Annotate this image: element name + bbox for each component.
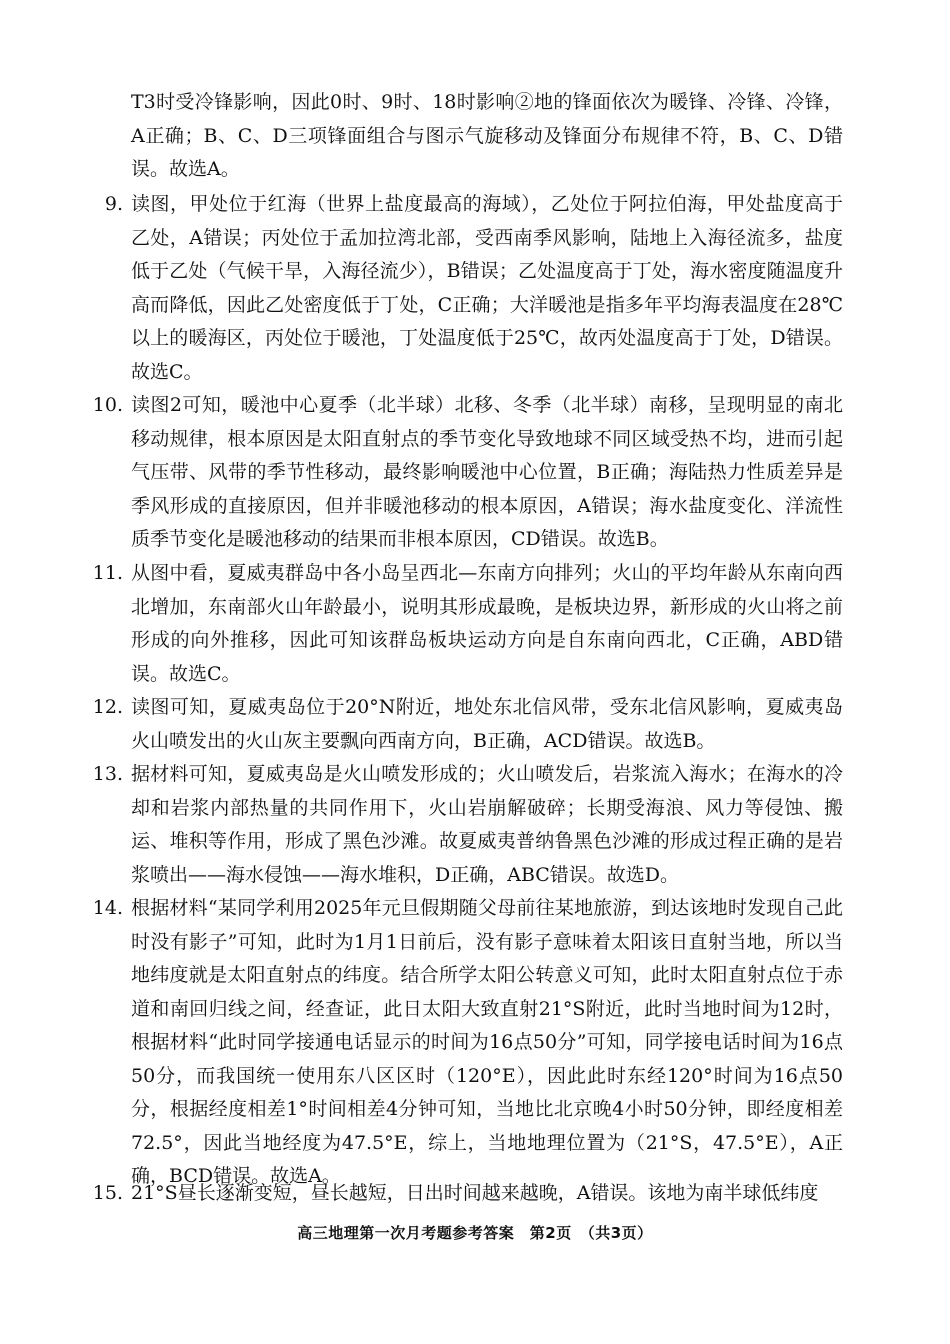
item-text: 读图可知，夏威夷岛位于20°N附近，地处东北信风带，受东北信风影响，夏威夷岛火山喷发出的火山灰主要飘向西南方向，B正确，ACD错误。故选B。 — [131, 696, 843, 752]
item-text: 读图2可知，暖池中心夏季（北半球）北移、冬季（北半球）南移，呈现明显的南北移动规律，根本原因是太阳直射点的季节变化导致地球不同区域受热不均，进而引起气压带、风带的季节性移动，最终影响暖池中心位置，B正确；海陆热力性质差异是季风形成的直接原因，但并非暖池移动的根本原因，A错误；海水盐度变化、洋流性质季节变化是暖池移动的结果而非根本原因，CD错误。故选B。 — [131, 394, 843, 550]
answer-item-10 — [92, 389, 843, 557]
item-text: 读图，甲处位于红海（世界上盐度最高的海域），乙处位于阿拉伯海，甲处盐度高于乙处，A错误；丙处位于孟加拉湾北部，受西南季风影响，陆地上入海径流多，盐度低于乙处（气候干旱，入海径流少），B错误；乙处温度高于丁处，海水密度随温度升高而降低，因此乙处密度低于丁处，C正确；大洋暖池是指多年平均海表温度在28℃以上的暖海区，丙处位于暖池，丁处温度低于25℃，故丙处温度高于丁处，D错误。故选C。 — [131, 193, 843, 383]
item-number: 15. — [92, 1182, 123, 1204]
item-number: 9. — [104, 193, 123, 215]
answer-item-13 — [92, 758, 843, 892]
item-text: 根据材料“某同学利用2025年元旦假期随父母前往某地旅游，到达该地时发现自己此时没有影子”可知，此时为1月1日前后，没有影子意味着太阳该日直射当地，所以当地纬度就是太阳直射点的纬度。结合所学太阳公转意义可知，此时太阳直射点位于赤道和南回归线之间，经查证，此日太阳大致直射21°S附近，此时当地时间为12时，根据材料“此时同学接通电话显示的时间为16点50分”可知，同学接电话时间为16点50分，而我国统一使用东八区区时（120°E），因此此时东经120°时间为16点50分，根据经度相差1°时间相差4分钟可知，当地比北京晚4小时50分钟，即经度相差72.5°，因此当地经度为47.5°E，综上，当地地理位置为（21°S，47.5°E），A正确，BCD错误。故选A。 — [131, 897, 843, 1187]
page-footer: 高三地理第一次月考题参考答案 第2页 （共3页） — [297, 1224, 653, 1242]
item-number: 13. — [92, 763, 123, 785]
item-number: 12. — [92, 696, 123, 718]
continuation-paragraph: T3时受冷锋影响，因此0时、9时、18时影响②地的锋面依次为暖锋、冷锋、冷锋，A正确；B、C、D三项锋面组合与图示气旋移动及锋面分布规律不符，B、C、D错误。故选A。 — [131, 91, 843, 180]
answer-item-9 — [104, 188, 843, 389]
item-number: 14. — [92, 897, 123, 919]
item-number: 10. — [92, 394, 123, 416]
answer-item-12 — [92, 691, 843, 758]
item-text: 从图中看，夏威夷群岛中各小岛呈西北—东南方向排列；火山的平均年龄从东南向西北增加，东南部火山年龄最小，说明其形成最晚，是板块边界，新形成的火山将之前形成的向外推移，因此可知该群岛板块运动方向是自东南向西北，C正确，ABD错误。故选C。 — [131, 562, 843, 685]
answer-item-11 — [92, 557, 843, 691]
item-number: 11. — [92, 562, 123, 584]
item-text: 据材料可知，夏威夷岛是火山喷发形成的；火山喷发后，岩浆流入海水；在海水的冷却和岩浆内部热量的共同作用下，火山岩崩解破碎；长期受海浪、风力等侵蚀、搬运、堆积等作用，形成了黑色沙滩。故夏威夷普纳鲁黑色沙滩的形成过程正确的是岩浆喷出——海水侵蚀——海水堆积，D正确，ABC错误。故选D。 — [131, 763, 843, 886]
answer-item-15 — [92, 1177, 843, 1211]
item-text: 21°S昼长逐渐变短，昼长越短，日出时间越来越晚，A错误。该地为南半球低纬度 — [131, 1182, 819, 1204]
